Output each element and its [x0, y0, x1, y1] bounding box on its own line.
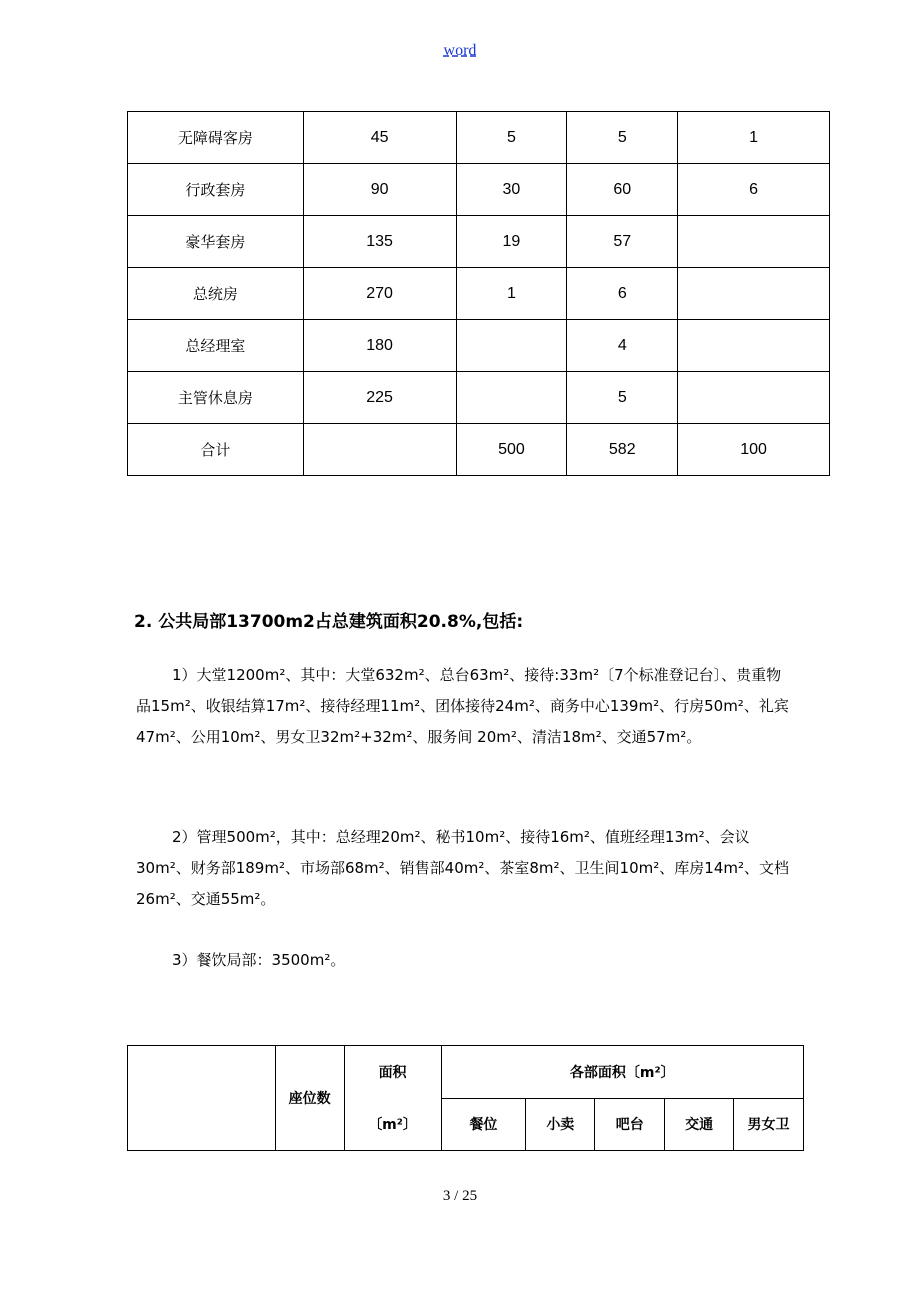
- room-name-cell: 主管休息房: [128, 372, 304, 424]
- table-cell: [456, 372, 567, 424]
- table-cell: 45: [303, 112, 456, 164]
- table-cell: 135: [303, 216, 456, 268]
- table-cell: 90: [303, 164, 456, 216]
- dept-area-header: 各部面积〔m²〕: [441, 1046, 803, 1099]
- table-row: [128, 112, 830, 164]
- dining-area-table: [127, 1045, 804, 1151]
- table-cell: 1: [678, 112, 830, 164]
- room-name-cell: 合计: [128, 424, 304, 476]
- table-cell: [678, 268, 830, 320]
- table-cell: 30: [456, 164, 567, 216]
- table-cell: [678, 320, 830, 372]
- paragraph-management: [136, 822, 796, 915]
- col-header: 小卖: [526, 1098, 595, 1151]
- table-cell: 57: [567, 216, 678, 268]
- table-row: [128, 216, 830, 268]
- paragraph-dining: [136, 945, 796, 976]
- table-cell: [303, 424, 456, 476]
- table-row: [128, 372, 830, 424]
- table-cell: [456, 320, 567, 372]
- header-word-link[interactable]: word: [443, 42, 477, 59]
- page-number: 3 / 25: [442, 1188, 478, 1204]
- seats-header: 座位数: [275, 1046, 344, 1151]
- table-cell: 225: [303, 372, 456, 424]
- room-name-cell: 无障碍客房: [128, 112, 304, 164]
- table-cell: 5: [456, 112, 567, 164]
- table-cell: 5: [567, 372, 678, 424]
- paragraph-text: 2）管理500m²，其中：总经理20m²、秘书10m²、接待16m²、值班经理13m²、会议30m²、财务部189m²、市场部68m²、销售部40m²、茶室8m²、卫生间10m²、库房14m²、文档26m²、交通55m²。: [136, 828, 789, 908]
- table-cell: 270: [303, 268, 456, 320]
- table-cell: 1: [456, 268, 567, 320]
- area-header-top: 面积: [344, 1046, 441, 1099]
- paragraph-lobby: [136, 660, 796, 753]
- col-header: 交通: [665, 1098, 734, 1151]
- area-header-unit: 〔m²〕: [344, 1098, 441, 1151]
- table-row: [128, 164, 830, 216]
- table-cell: [678, 216, 830, 268]
- table-row: [128, 320, 830, 372]
- table-cell: 5: [567, 112, 678, 164]
- table-row: [128, 268, 830, 320]
- table-cell: 6: [567, 268, 678, 320]
- table-cell: 582: [567, 424, 678, 476]
- room-name-cell: 总统房: [128, 268, 304, 320]
- room-name-cell: 行政套房: [128, 164, 304, 216]
- col-header: 吧台: [595, 1098, 665, 1151]
- paragraph-text: 1）大堂1200m²、其中：大堂632m²、总台63m²、接待:33m²〔7个标准登记台〕、贵重物品15m²、收银结算17m²、接待经理11m²、团体接待24m²、商务中心139m²、行房50m²、礼宾47m²、公用10m²、男女卫32m²+32m²、服务间 20m²、清洁18m²、交通57m²。: [136, 666, 789, 746]
- table-cell: 6: [678, 164, 830, 216]
- table-cell: 100: [678, 424, 830, 476]
- room-area-table: [127, 111, 830, 476]
- col-header: 男女卫: [734, 1098, 804, 1151]
- table-cell: [678, 372, 830, 424]
- table-cell: 180: [303, 320, 456, 372]
- col-header: 餐位: [441, 1098, 526, 1151]
- table-cell: 500: [456, 424, 567, 476]
- table-cell: 19: [456, 216, 567, 268]
- empty-header-cell: [128, 1046, 276, 1151]
- table-cell: 4: [567, 320, 678, 372]
- paragraph-text: 3）餐饮局部：3500m²。: [172, 951, 346, 969]
- table-row-total: [128, 424, 830, 476]
- table-header-row: [128, 1046, 804, 1099]
- room-name-cell: 总经理室: [128, 320, 304, 372]
- room-name-cell: 豪华套房: [128, 216, 304, 268]
- section-heading: 2. 公共局部13700m2占总建筑面积20.8%,包括:: [134, 612, 524, 632]
- table-cell: 60: [567, 164, 678, 216]
